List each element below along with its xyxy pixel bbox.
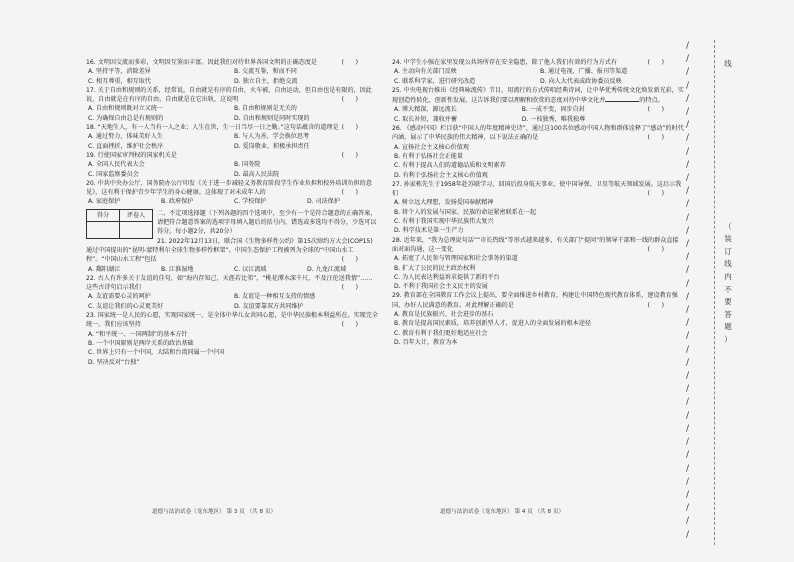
options: [86, 330, 378, 367]
option-A: A. 拓宽了人民参与管理国家和社会事务的渠道: [394, 255, 518, 263]
binding-slash: /: [686, 146, 690, 157]
option-B: B. 江淮湿地: [161, 265, 194, 273]
binding-slash: /: [686, 357, 690, 368]
binding-label-char: 不: [724, 284, 732, 294]
option-D: D. 一枝独秀，唯我独尊: [521, 115, 586, 123]
options: [86, 197, 378, 206]
answer-paren: ( ): [341, 321, 358, 329]
question-stem: 25. 中央电视台推出《经典咏流传》节目，用流行的方式传唱经典诗词，让中华优秀传统文化焕发新光彩，实现创造性转化、创新性发展，这告诉我们要以理解和欣赏的态度对待中华文化并 的特点。 ( ): [392, 86, 684, 114]
option-D: D. 有利于弘扬社会主义核心价值观: [394, 171, 488, 179]
binding-slash: /: [686, 516, 690, 527]
question-stem: 16. 文明因交流而多彩，文明因互鉴而丰富。因此我们对待世界各国文明的正确态度是 ( ): [86, 59, 358, 66]
section-2: [86, 209, 378, 237]
option-D: D. 百年大计，教育为本: [394, 338, 458, 346]
question-stem: 21. 2022年12月13日，联合国《生物多样性公约》第15次缔约方大会(COP15)通过中国提出的“昆明-蒙特利尔全球生物多样性框架”。中国生态保护工程被列为全球的“中国山水工程”。“中国山水工程”包括 ( ): [86, 237, 373, 264]
question-q23: [86, 311, 378, 367]
binding-label-char: 答: [724, 309, 732, 319]
option-A: A. 宣扬社会主义核心价值观: [394, 143, 469, 151]
option-B: B. 一个中国原则是两岸关系的政治基础: [88, 339, 194, 347]
question-q16: [86, 58, 378, 86]
option-C: C. 学校保护: [234, 198, 267, 206]
option-A: A. 家庭保护: [88, 198, 121, 206]
score-label: 评卷人: [120, 209, 153, 221]
options: [392, 143, 684, 180]
options: [86, 160, 378, 179]
binding-slash: /: [686, 450, 690, 461]
binding-slash: /: [686, 173, 690, 184]
binding-label-char: 题: [724, 322, 732, 332]
option-B: B. 扩大了公民的民主政治权利: [394, 264, 476, 272]
binding-slash: /: [686, 371, 690, 382]
answer-paren: ( ): [647, 245, 664, 253]
option-B: B. 与人为善，学会换位思考: [234, 133, 310, 141]
option-C: C. 教育有利于我们更好地适应社会: [394, 329, 488, 337]
right-page-footer: 道德与法治试卷（龙东地区） 第 4 页 （共 8 页）: [440, 509, 565, 515]
left-page-footer: 道德与法治试卷（龙东地区） 第 3 页 （共 8 页）: [152, 509, 277, 515]
options: [86, 292, 378, 311]
answer-paren: ( ): [647, 301, 664, 309]
binding-label-char: 线: [724, 59, 732, 68]
answer-paren: ( ): [647, 134, 664, 142]
binding-slash: /: [686, 529, 690, 540]
option-B: B. 友谊是一种相互支持的情感: [234, 293, 316, 301]
question-q18: [86, 123, 378, 151]
binding-slash: /: [686, 305, 690, 316]
question-q22: [86, 274, 378, 311]
answer-paren: ( ): [341, 151, 358, 159]
binding-slash: /: [686, 41, 690, 51]
binding-slash: /: [686, 239, 690, 250]
question-stem: 20. 中共中央办公厅、国务院办公厅印发《关于进一步减轻义务教育阶段学生作业负担和校外培训负担的意见》，这有利于保护青少年学生的身心健康。这体现了对未成年人的 ( ): [86, 179, 372, 197]
binding-slash: /: [686, 252, 690, 263]
answer-paren: ( ): [341, 59, 358, 66]
option-B: B. 交流互鉴，和而不同: [234, 68, 297, 76]
option-B: B. 一成不变，固步自封: [521, 106, 585, 114]
binding-slash: /: [686, 476, 690, 487]
question-stem: 29. 教育部在全国教育工作会议上提出，要全面推进乡村教育，构建让中国特色现代教育体系，建设教育强国，办好人民满意的教育。对此理解正确的是 ( ): [392, 292, 678, 309]
option-C: C. 国家监察委员会: [88, 170, 139, 178]
question-stem: 27. 孙家栋先生于1958年赴苏联学习，回国后投身航天事业，使中国导弹、卫星等航天领域发展。这启示我们 ( ): [392, 180, 682, 198]
score-cell: [120, 222, 153, 239]
binding-slash: /: [686, 67, 690, 78]
option-A: A. 自由和规则既对立又统一: [88, 105, 163, 113]
binding-slash: /: [686, 133, 690, 144]
answer-paren: ( ): [341, 96, 358, 104]
option-C: C. 取长补短，兼收并蓄: [394, 115, 457, 123]
options: [392, 67, 684, 86]
option-C: C. 相互尊重，相互取代: [88, 77, 151, 85]
binding-slash: /: [686, 107, 690, 118]
score-table: [86, 209, 153, 239]
question-q29: [392, 291, 684, 347]
score-label: 得分: [87, 209, 120, 221]
option-B: B. 国务院: [234, 161, 261, 169]
binding-slash: /: [686, 384, 690, 395]
option-D: D. 爱岗敬业，积极承担责任: [234, 142, 310, 150]
binding-label-char: 订: [724, 246, 732, 256]
binding-slash: /: [686, 318, 690, 329]
option-A: A. 全国人民代表大会: [88, 161, 145, 169]
option-A: A. 坚持平等，消除差异: [88, 68, 151, 76]
binding-slash: /: [686, 199, 690, 210]
answer-paren: ( ): [647, 59, 664, 66]
option-D: D. 独立自主，拒绝交流: [234, 77, 298, 85]
option-D: D. 九龙江流域: [307, 265, 347, 273]
binding-slash: /: [686, 54, 690, 65]
binding-slash: /: [686, 225, 690, 236]
question-q24: [392, 58, 684, 86]
options: [86, 104, 378, 123]
binding-label-char: 内: [724, 271, 732, 281]
option-D: D. 向人大代表或政协委员反映: [540, 77, 622, 85]
option-A: A. 教育是民族振兴、社会进步的基石: [394, 311, 494, 319]
question-q17: [86, 86, 378, 123]
binding-slash: /: [686, 159, 690, 170]
option-D: D. 司法保护: [307, 198, 340, 206]
answer-blank: [605, 95, 639, 102]
options: [392, 254, 684, 291]
option-C: C. 汉江流域: [234, 265, 267, 273]
option-C: C. 有利于提高人们的道德品质和文明素养: [394, 162, 506, 170]
right-page: [392, 58, 684, 347]
left-page: [86, 58, 378, 367]
options: [392, 198, 684, 235]
option-A: A. 友谊需要心灵的呵护: [88, 293, 151, 301]
option-B: B. 政府保护: [161, 198, 194, 206]
answer-paren: ( ): [647, 190, 664, 198]
question-stem: 23. 国家统一是人民的心愿，实现国家统一，是全体中华儿女共同心愿，是中华民族根本利益所在。实现完全统一，我们应该坚持 ( ): [86, 312, 378, 329]
option-C: C. 直面挫折，维护社会秩序: [88, 142, 164, 150]
question-stem: 17. 关于自由和规则的关系，经常说，自由就是有序的自由，火车被，自由运动，但自由也是有限的，因此说，自由就是在有序的自由，自由就是在它出轨，这说明 ( ): [86, 86, 372, 104]
question-stem: 24. 中学生小强在家里发现公共场所存在安全隐患，除了他人我们有效的行为方式有 ( ): [392, 59, 664, 66]
option-D: D. 自由和规则是同时实现的: [234, 114, 310, 122]
answer-paren: ( ): [341, 124, 358, 132]
option-A: A. 树立远大理想，发扬爱国奉献精神: [394, 199, 494, 207]
question-q21: [86, 237, 378, 274]
binding-slash: /: [686, 93, 690, 104]
binding-label: [722, 58, 734, 437]
score-cell: [87, 222, 120, 239]
option-B: B. 有利于弘扬社会正能量: [394, 152, 463, 160]
option-C: C. 友谊让我们的心灵更美好: [88, 302, 164, 310]
binding-slash: /: [686, 265, 690, 276]
option-B: B. 将个人的发展与国家、民族的命运紧密联系在一起: [394, 208, 537, 216]
question-stem: 18. “天地生人，有一人当有一人之业；人生在世，生一日当尽一日之勤。”这句话蕴含的道理是 ( ): [86, 124, 358, 132]
option-B: B. 教育是提高国民素质，培养创新型人才，促进人的全面发展的根本途径: [394, 320, 591, 328]
option-C: C. 联系科学家，进行研究改造: [394, 77, 476, 85]
question-q20: [86, 179, 378, 207]
answer-paren: ( ): [647, 106, 664, 114]
options: [86, 67, 378, 86]
option-D: D. 科学技术是第一生产力: [394, 227, 464, 235]
binding-label-char: 线: [724, 259, 732, 269]
section-2-instructions: 二、不定项选择题（下列各题的四个选项中，至少有一个是符合题意的正确答案，请把符合题意答案的选项字母填入题后的括号内，错选或多选均不得分，少选可以得分。每小题2分，共20分）: [157, 209, 377, 236]
answer-paren: ( ): [341, 284, 358, 292]
blank-hint: 的特点。: [639, 97, 664, 105]
binding-slash: /: [686, 437, 690, 448]
question-q19: [86, 151, 378, 179]
question-stem: 19. 行使国家审判权的国家机关是 ( ): [86, 151, 358, 159]
binding-slash: /: [686, 291, 690, 302]
binding-slash: /: [686, 344, 690, 355]
binding-slash: /: [686, 278, 690, 289]
binding-label-char: 装: [724, 234, 732, 244]
binding-margin: [686, 40, 746, 545]
question-q27: [392, 180, 684, 236]
options: [86, 265, 378, 274]
binding-dashed-line: [714, 40, 715, 545]
binding-slash: /: [686, 463, 690, 474]
binding-slash: /: [686, 503, 690, 514]
question-stem: 22. 古人有许多关于友谊的佳句，如“海内存知己，天涯若比邻”，“桃花潭水深千尺，不及汪伦送我情”……这些古诗句启示我们 ( ): [86, 274, 373, 292]
binding-label-char: （: [724, 221, 732, 231]
binding-slash: /: [686, 80, 690, 91]
option-A: A. 通过努力，体味美好人生: [88, 133, 163, 141]
binding-slash: /: [686, 331, 690, 342]
binding-slashes: [686, 40, 712, 542]
option-C: C. 为确保自由总是有规则的: [88, 114, 164, 122]
question-q28: [392, 236, 684, 292]
binding-label-char: 要: [724, 297, 732, 307]
question-q26: [392, 124, 684, 180]
option-A: A. 主动向有关部门反映: [394, 68, 457, 76]
option-D: D. 友谊要靠双方共同维护: [234, 302, 304, 310]
option-C: C. 世界上只有一个中国，大陆和台湾同属一个中国: [88, 349, 225, 357]
options: [392, 310, 684, 347]
binding-slash: /: [686, 423, 690, 434]
option-A: A. 鄱阳湖江: [88, 265, 121, 273]
answer-paren: ( ): [341, 189, 358, 197]
binding-slash: /: [686, 120, 690, 131]
binding-slash: /: [686, 410, 690, 421]
option-D: D. 最高人民法院: [234, 170, 280, 178]
binding-slash: /: [686, 397, 690, 408]
answer-paren: ( ): [341, 256, 358, 264]
binding-label-char: ）: [724, 334, 732, 344]
options: [392, 105, 648, 124]
option-D: D. 坚决反对“台独”: [88, 358, 140, 366]
options: [86, 132, 378, 151]
binding-slash: /: [686, 186, 690, 197]
question-stem: 26. 《感动中国》栏目获“中国人的年度精神史诗”，通过这100名位感动中国人物和群体诠释了“感动”的时代内涵，展示了中华民族的伟大精神，以下说法正确的是 ( ): [392, 125, 684, 142]
option-D: D. 不利于我国社会主义民主的发展: [394, 283, 488, 291]
binding-slash: /: [686, 212, 690, 223]
binding-slash: /: [686, 489, 690, 500]
option-C: C. 有利于我国实现中华民族伟大复兴: [394, 218, 494, 226]
option-A: A. 博大精深、源远流长: [394, 106, 457, 114]
option-A: A. “和平统一、一国两制”的基本方针: [88, 330, 188, 338]
option-B: B. 通过电视、广播、报刊等渠道: [540, 68, 628, 76]
question-q25: [392, 86, 684, 124]
question-stem: 28. 近年来，“我为总理说句话”“市长热线”等形式越来越多，有关部门“提问”的领导干部和一线的群众直接面对面沟通，这一变化 ( ): [392, 236, 679, 253]
option-C: C. 为人民表达利益诉求提供了新的平台: [394, 273, 500, 281]
option-B: B. 自由和规则是无关的: [234, 105, 297, 113]
